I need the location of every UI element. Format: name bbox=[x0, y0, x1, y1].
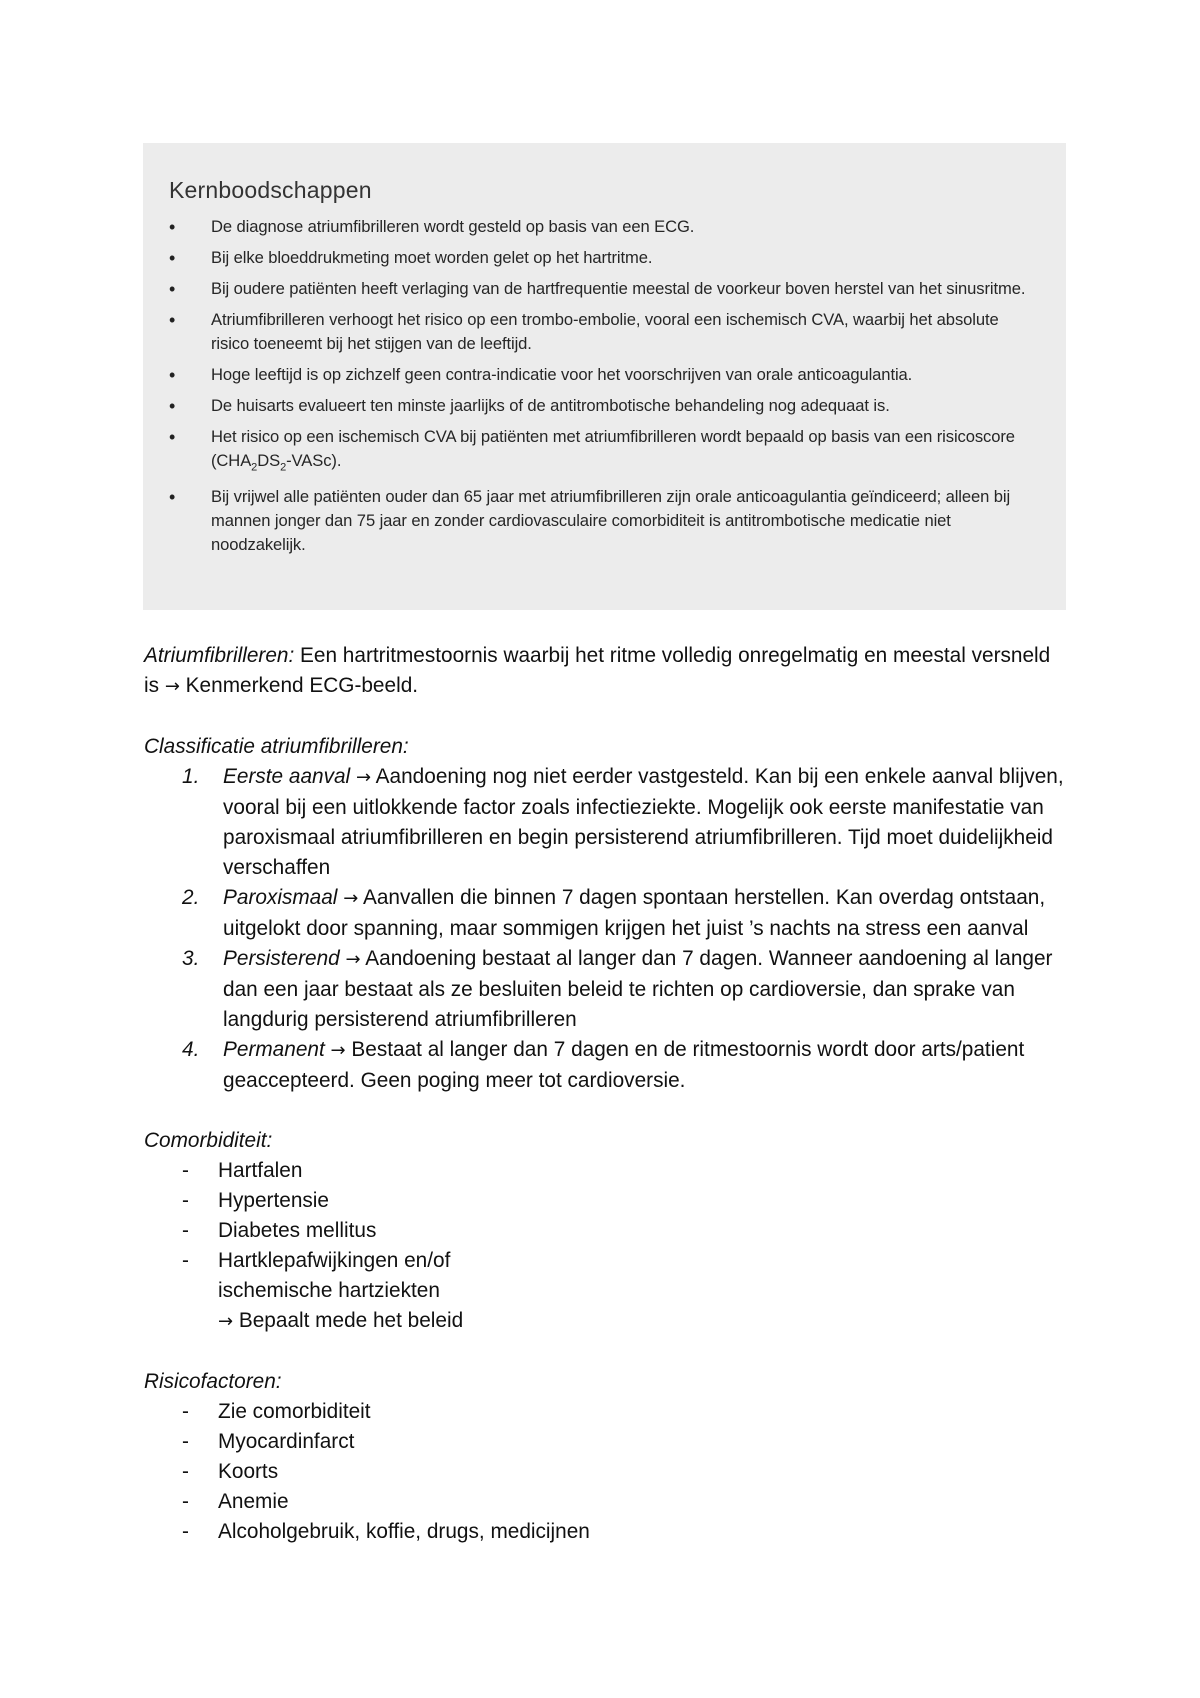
arrow-icon: → bbox=[343, 888, 359, 909]
list-item bbox=[144, 1427, 1064, 1457]
list-item bbox=[144, 1186, 1064, 1216]
list-number: 1. bbox=[182, 765, 200, 788]
class-term: Eerste aanval bbox=[223, 765, 351, 788]
class-text: Aanvallen die binnen 7 dagen spontaan herstellen. Kan overdag ontstaan, uitgelokt door spanning, maar sommigen krijgen het juist ’s nachts na stress een aanval bbox=[223, 886, 1046, 940]
dash-icon: - bbox=[182, 1159, 189, 1182]
list-item-text: De huisarts evalueert ten minste jaarlijks of de antitrombotische behandeling nog adequaat is. bbox=[211, 396, 890, 415]
list-item-text: Het risico op een ischemisch CVA bij patiënten met atriumfibrilleren wordt bepaald op basis van een risicoscore $(CHA_2DS_2-VASc)$. bbox=[211, 427, 1015, 474]
list-item bbox=[169, 215, 1040, 239]
list-item-text: Bij elke bloeddrukmeting moet worden gelet op het hartritme. bbox=[211, 248, 653, 267]
list-number: 4. bbox=[182, 1038, 200, 1061]
bullet-icon: • bbox=[169, 487, 176, 507]
arrow-icon: → bbox=[345, 949, 361, 970]
class-text: Aandoening bestaat al langer dan 7 dagen. Wanneer aandoening al langer dan een jaar bestaat als ze besluiten beleid te richten op cardioversie, dan sprake van langdurig persisterend atriumfibrilleren bbox=[223, 947, 1053, 1031]
list-item-text: Hartfalen bbox=[218, 1159, 303, 1182]
list-item-text: Zie comorbiditeit bbox=[218, 1400, 371, 1423]
list-item bbox=[169, 394, 1040, 418]
dash-icon: - bbox=[182, 1219, 189, 1242]
comorbidity-heading: Comorbiditeit: bbox=[144, 1129, 273, 1152]
list-item bbox=[144, 1397, 1064, 1427]
definition-term: Atriumfibrilleren: bbox=[144, 644, 295, 667]
bullet-icon: • bbox=[169, 310, 176, 330]
list-number: 2. bbox=[182, 886, 200, 909]
risk-factors-list bbox=[144, 1397, 1064, 1547]
list-item bbox=[169, 363, 1040, 387]
list-item-text: Diabetes mellitus bbox=[218, 1219, 377, 1242]
list-item-text: Alcoholgebruik, koffie, drugs, medicijnen bbox=[218, 1520, 590, 1543]
list-item bbox=[144, 1246, 1064, 1337]
kernboodschappen-list bbox=[169, 215, 1040, 557]
list-item bbox=[144, 1035, 1064, 1096]
bullet-icon: • bbox=[169, 396, 176, 416]
dash-icon: - bbox=[182, 1490, 189, 1513]
classification-list bbox=[144, 762, 1064, 1096]
dash-icon: - bbox=[182, 1249, 189, 1272]
definition-text: Een hartritmestoornis waarbij het ritme volledig onregelmatig en meestal versneld is bbox=[144, 644, 1051, 697]
class-term: Paroxismaal bbox=[223, 886, 338, 909]
list-item-text: De diagnose atriumfibrilleren wordt gesteld op basis van een ECG. bbox=[211, 217, 695, 236]
kernboodschappen-box bbox=[143, 143, 1066, 610]
class-text: Aandoening nog niet eerder vastgesteld. Kan bij een enkele aanval blijven, vooral bij een uitlokkende factor zoals infectieziekte. Mogelijk ook eerste manifestatie van paroxismaal atriumfibrilleren en begin persisterend atriumfibrilleren. Tijd moet duidelijkheid verschaffen bbox=[223, 765, 1064, 879]
document-body bbox=[144, 641, 1064, 1547]
list-item bbox=[144, 1156, 1064, 1186]
list-item bbox=[144, 883, 1064, 944]
class-term: Persisterend bbox=[223, 947, 340, 970]
list-item-text: Hypertensie bbox=[218, 1189, 329, 1212]
kernboodschappen-title: Kernboodschappen bbox=[169, 177, 372, 203]
risk-factors-heading: Risicofactoren: bbox=[144, 1370, 282, 1393]
bullet-icon: • bbox=[169, 279, 176, 299]
definition-paragraph bbox=[144, 641, 1064, 702]
arrow-icon: → bbox=[164, 676, 180, 697]
list-item-text: Hoge leeftijd is op zichzelf geen contra-indicatie voor het voorschrijven van orale anticoagulantia. bbox=[211, 365, 913, 384]
list-item bbox=[144, 1487, 1064, 1517]
list-item bbox=[144, 1457, 1064, 1487]
list-item bbox=[169, 308, 1040, 356]
list-item bbox=[144, 1517, 1064, 1547]
list-item-text: Hartklepafwijkingen en/of bbox=[218, 1249, 451, 1272]
list-item bbox=[169, 425, 1040, 473]
list-item bbox=[144, 762, 1064, 883]
arrow-icon: → bbox=[330, 1040, 346, 1061]
list-item-text: Bij oudere patiënten heeft verlaging van de hartfrequentie meestal de voorkeur boven herstel van het sinusritme. bbox=[211, 279, 1026, 298]
dash-icon: - bbox=[182, 1400, 189, 1423]
list-item-text: Atriumfibrilleren verhoogt het risico op een trombo-embolie, vooral een ischemisch CVA, waarbij het absolute risico toeneemt bij het stijgen van de leeftijd. bbox=[211, 310, 999, 353]
classification-heading: Classificatie atriumfibrilleren: bbox=[144, 735, 409, 758]
definition-result: Kenmerkend ECG-beeld. bbox=[179, 674, 419, 697]
dash-icon: - bbox=[182, 1460, 189, 1483]
class-term: Permanent bbox=[223, 1038, 325, 1061]
list-item-text: Anemie bbox=[218, 1490, 289, 1513]
class-text: Bestaat al langer dan 7 dagen en de ritmestoornis wordt door arts/patient geaccepteerd. Geen poging meer tot cardioversie. bbox=[223, 1038, 1025, 1092]
list-item-text: Bij vrijwel alle patiënten ouder dan 65 jaar met atriumfibrilleren zijn orale anticoagulantia geïndiceerd; alleen bij mannen jonger dan 75 jaar en zonder cardiovasculaire comorbiditeit is antitrombotische medicatie niet noodzakelijk. bbox=[211, 487, 1011, 554]
list-number: 3. bbox=[182, 947, 200, 970]
dash-icon: - bbox=[182, 1430, 189, 1453]
list-item bbox=[144, 1216, 1064, 1246]
list-item bbox=[169, 246, 1040, 270]
list-item-text: Myocardinfarct bbox=[218, 1430, 355, 1453]
list-item bbox=[169, 485, 1040, 557]
dash-icon: - bbox=[182, 1520, 189, 1543]
bullet-icon: • bbox=[169, 365, 176, 385]
bullet-icon: • bbox=[169, 427, 176, 447]
list-item bbox=[169, 277, 1040, 301]
list-item-text: Koorts bbox=[218, 1460, 279, 1483]
list-item bbox=[144, 944, 1064, 1035]
comorbidity-list bbox=[144, 1156, 1064, 1337]
list-item-text: ischemische hartziekten bbox=[218, 1279, 440, 1302]
arrow-icon: → bbox=[355, 767, 372, 788]
comorbidity-note: Bepaalt mede het beleid bbox=[233, 1309, 464, 1332]
arrow-icon: → bbox=[218, 1311, 234, 1332]
dash-icon: - bbox=[182, 1189, 189, 1212]
bullet-icon: • bbox=[169, 248, 176, 268]
bullet-icon: • bbox=[169, 217, 176, 237]
